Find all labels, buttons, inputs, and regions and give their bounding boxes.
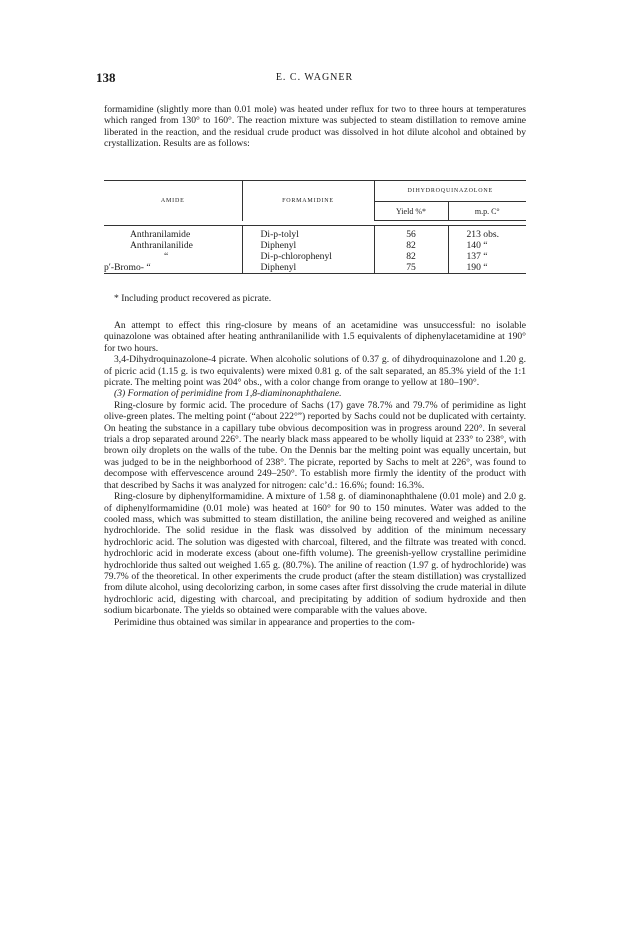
cell-amide: p′-Bromo- “	[104, 262, 242, 274]
section-title: Formation of perimidine from 1,8-diaminonaphthalene.	[127, 388, 342, 400]
cell-formamidine: Di-p-chlorophenyl	[242, 251, 374, 262]
header-yield: Yield %*	[374, 202, 448, 221]
table-row	[104, 240, 526, 251]
section-label: (3)	[114, 388, 126, 400]
cell-yield: 56	[374, 226, 448, 241]
paragraph-picrate: 3,4-Dihydroquinazolone-4 picrate. When alcoholic solutions of 0.37 g. of dihydroquinazolone and 1.20 g. of picric acid (1.15 g. is two equivalents) were mixed 0.81 g. of the salt separated, an 85.3% yield of the 1:1 picrate. The melting point was 204° obs., with a color change from orange to yellow at 180–190°.	[104, 354, 526, 389]
header-mp: m.p. C°	[448, 202, 526, 221]
paragraph-perimidine: Perimidine thus obtained was similar in appearance and properties to the com-	[114, 616, 415, 628]
section-heading	[104, 388, 526, 399]
intro-paragraph	[104, 104, 526, 150]
cell-formamidine: Di-p-tolyl	[242, 226, 374, 241]
cell-yield: 75	[374, 262, 448, 274]
table-footnote: * Including product recovered as picrate.	[114, 293, 272, 304]
cell-mp: 137 “	[448, 251, 526, 262]
results-table	[104, 180, 526, 274]
page-number: 138	[96, 70, 116, 85]
cell-amide: Anthranilamide	[130, 229, 191, 240]
table-row	[104, 251, 526, 262]
paragraph-formic-acid: Ring-closure by formic acid. The procedure of Sachs (17) gave 78.7% and 79.7% of perimidine as light olive-green plates. The melting point (“about 222°”) reported by Sachs could not be duplicated with certainty. On heating the substance in a capillary tube obvious decomposition was in progress around 220°. In several trials a drop separated around 226°. The nearly black mass appeared to be wholly liquid at 233° to 238°, with brown oily droplets on the walls of the tube. On the Dennis bar the melting point was equally uncertain, but was judged to be in the neighborhood of 238°. The picrate, reported by Sachs to melt at 226°, was found to decompose with effervescence around 249–250°. To establish more firmly the identity of the product with that described by Sachs it was analyzed for nitrogen: calc’d.: 16.6%; found: 16.3%.	[104, 399, 526, 491]
table-row	[104, 262, 526, 274]
paragraph-acetamidine: An attempt to effect this ring-closure by means of an acetamidine was unsuccessful: no isolable quinazolone was obtained after heating anthranilanilide with 1.5 equivalents of diphenylacetamidine at 190° for two hours.	[104, 320, 526, 354]
main-text	[104, 320, 526, 628]
cell-formamidine: Diphenyl	[242, 240, 374, 251]
cell-amide: “	[164, 251, 169, 262]
table-row	[104, 226, 526, 241]
running-head: E. C. WAGNER	[275, 72, 354, 83]
cell-mp: 140 “	[448, 240, 526, 251]
intro-text: formamidine (slightly more than 0.01 mole) was heated under reflux for two to three hours at temperatures which ranged from 130° to 160°. The reaction mixture was subjected to steam distillation to remove amine liberated in the reaction, and the residual crude product was dissolved in hot dilute alcohol and obtained by crystallization. Results are as follows:	[104, 104, 526, 150]
cell-formamidine: Diphenyl	[242, 262, 374, 274]
cell-mp: 213 obs.	[448, 226, 526, 241]
header-formamidine: FORMAMIDINE	[242, 181, 374, 221]
cell-yield: 82	[374, 240, 448, 251]
header-dihydroquinazolone: DIHYDROQUINAZOLONE	[374, 181, 526, 202]
paragraph-diphenylformamidine: Ring-closure by diphenylformamidine. A mixture of 1.58 g. of diaminonaphthalene (0.01 mole) and 2.0 g. of diphenylformamidine (0.01 mole) was heated at 160° for 90 to 150 minutes. Water was added to the cooled mass, which was submitted to steam distillation, the aniline being recovered and weighed as aniline hydrochloride. The solid residue in the flask was dissolved by addition of the minimum necessary hydrochloric acid. The solution was digested with charcoal, filtered, and the filtrate was treated with concd. hydrochloric acid in moderate excess (about one-fifth volume). The greenish-yellow crystalline perimidine hydrochloride thus salted out weighed 1.65 g. (80.7%). The aniline of reaction (1.97 g. of hydrochloride) was 79.7% of the theoretical. In other experiments the crude product (after the steam distillation) was crystallized from dilute alcohol, using decolorizing carbon, in some cases after first dissolving the crude material in dilute hydrochloric acid, digesting with charcoal, and precipitating by addition of sodium hydroxide and then sodium bicarbonate. The yields so obtained were comparable with the values above.	[104, 491, 526, 617]
header-amide: AMIDE	[104, 181, 242, 221]
cell-mp: 190 “	[448, 262, 526, 274]
cell-amide: Anthranilanilide	[130, 240, 193, 251]
cell-yield: 82	[374, 251, 448, 262]
